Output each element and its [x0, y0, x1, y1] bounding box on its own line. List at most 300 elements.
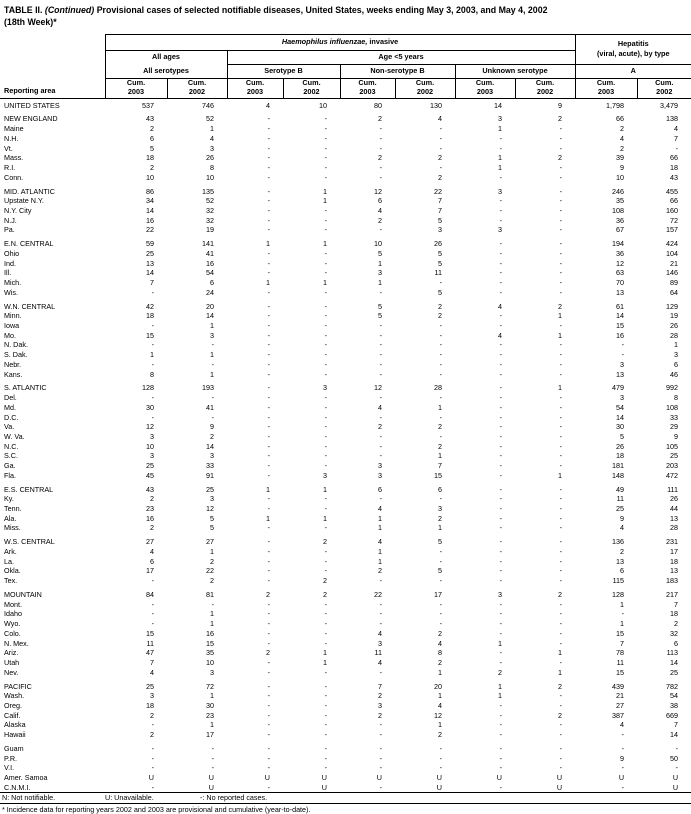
- value-cell: -: [324, 710, 327, 720]
- value-cell: -: [267, 504, 270, 514]
- table-row: [0, 547, 691, 557]
- value-cell: 21: [616, 691, 625, 701]
- value-cell: -: [499, 556, 502, 566]
- value-cell: -: [499, 753, 502, 763]
- value-cell: 3: [620, 393, 625, 403]
- value-cell: -: [499, 287, 502, 297]
- value-cell: -: [499, 239, 502, 249]
- reporting-area-cell: Guam: [4, 743, 24, 753]
- value-cell: -: [499, 383, 502, 393]
- value-cell: -: [267, 383, 270, 393]
- value-cell: 3: [210, 667, 214, 677]
- value-cell: 13: [146, 258, 154, 268]
- value-cell: 3: [674, 350, 679, 360]
- value-cell: -: [267, 494, 270, 504]
- table-title: [4, 5, 691, 28]
- value-cell: 15: [434, 470, 442, 480]
- value-cell: -: [324, 667, 327, 677]
- value-cell: -: [379, 350, 382, 360]
- value-cell: 10: [146, 441, 154, 451]
- value-cell: 5: [378, 248, 382, 258]
- reporting-area-cell: Amer. Samoa: [4, 773, 48, 783]
- cum-2002-header: Cum. 2002: [395, 78, 455, 98]
- value-cell: -: [267, 609, 270, 619]
- value-cell: -: [499, 504, 502, 514]
- value-cell: 2: [378, 566, 382, 576]
- value-cell: 28: [434, 383, 442, 393]
- value-cell: 6: [150, 556, 154, 566]
- value-cell: -: [105, 783, 167, 793]
- value-cell: -: [499, 484, 502, 494]
- all-ages-header: All ages: [105, 51, 227, 65]
- reporting-area-cell: PACIFIC: [4, 681, 32, 691]
- value-cell: 54: [616, 402, 625, 412]
- value-cell: 3: [150, 431, 154, 441]
- value-cell: 15: [146, 330, 154, 340]
- value-cell: 2: [210, 431, 214, 441]
- value-cell: -: [267, 311, 270, 321]
- value-cell: -: [151, 287, 154, 297]
- value-cell: 3: [210, 143, 214, 153]
- value-cell: 3: [498, 114, 502, 124]
- value-cell: 59: [146, 239, 154, 249]
- value-cell: 782: [666, 681, 679, 691]
- value-cell: 64: [670, 287, 679, 297]
- value-cell: -: [267, 730, 270, 740]
- reporting-area-cell: N.Y. City: [4, 205, 32, 215]
- value-cell: 1: [210, 720, 214, 730]
- reporting-area-cell: La.: [4, 556, 14, 566]
- reporting-area-cell: W. Va.: [4, 431, 25, 441]
- value-cell: 21: [670, 258, 679, 268]
- value-cell: 3,479: [660, 100, 679, 110]
- value-cell: 50: [670, 753, 679, 763]
- value-cell: 78: [616, 648, 625, 658]
- value-cell: -: [379, 494, 382, 504]
- value-cell: -: [324, 504, 327, 514]
- reporting-area-cell: Idaho: [4, 609, 22, 619]
- value-cell: 28: [670, 523, 679, 533]
- value-cell: 19: [670, 311, 679, 321]
- value-cell: 4: [150, 667, 154, 677]
- value-cell: -: [340, 783, 395, 793]
- value-cell: 80: [374, 100, 382, 110]
- value-cell: 54: [670, 691, 679, 701]
- value-cell: -: [379, 431, 382, 441]
- value-cell: -: [267, 412, 270, 422]
- value-cell: 10: [319, 100, 327, 110]
- value-cell: 1: [438, 691, 442, 701]
- value-cell: -: [455, 783, 515, 793]
- value-cell: 14: [206, 441, 214, 451]
- value-cell: 2: [558, 301, 563, 311]
- table-row: [0, 691, 691, 701]
- value-cell: 52: [206, 114, 214, 124]
- value-cell: -: [499, 451, 502, 461]
- value-cell: -: [267, 359, 270, 369]
- value-cell: 72: [670, 215, 679, 225]
- value-cell: 61: [616, 301, 625, 311]
- value-cell: -: [559, 700, 563, 710]
- value-cell: -: [324, 628, 327, 638]
- value-cell: 2: [210, 556, 214, 566]
- value-cell: -: [439, 321, 442, 331]
- value-cell: 67: [616, 225, 625, 235]
- value-cell: -: [559, 268, 563, 278]
- reporting-area-cell: Upstate N.Y.: [4, 196, 44, 206]
- value-cell: -: [439, 599, 442, 609]
- value-cell: U: [208, 773, 214, 783]
- reporting-area-cell: Kans.: [4, 369, 23, 379]
- reporting-area-cell: Minn.: [4, 311, 22, 321]
- value-cell: 135: [202, 186, 214, 196]
- value-cell: -: [499, 422, 502, 432]
- value-cell: -: [324, 268, 327, 278]
- value-cell: -: [324, 340, 327, 350]
- value-cell: -: [211, 753, 214, 763]
- value-cell: U: [167, 783, 227, 793]
- reporting-area-cell: Utah: [4, 657, 20, 667]
- value-cell: -: [439, 431, 442, 441]
- value-cell: -: [499, 359, 502, 369]
- value-cell: -: [379, 124, 382, 134]
- value-cell: U: [321, 773, 327, 783]
- value-cell: 12: [434, 710, 442, 720]
- value-cell: 16: [206, 258, 214, 268]
- value-cell: -: [379, 287, 382, 297]
- value-cell: 15: [616, 667, 625, 677]
- value-cell: 11: [146, 638, 154, 648]
- value-cell: 9: [210, 422, 214, 432]
- value-cell: -: [559, 609, 563, 619]
- value-cell: 2: [323, 590, 327, 600]
- value-cell: -: [559, 657, 563, 667]
- value-cell: -: [267, 700, 270, 710]
- table-row: [0, 311, 691, 321]
- value-cell: -: [499, 172, 502, 182]
- value-cell: -: [151, 743, 154, 753]
- table-row: [0, 321, 691, 331]
- value-cell: -: [439, 556, 442, 566]
- value-cell: 231: [666, 537, 679, 547]
- value-cell: 13: [616, 287, 625, 297]
- value-cell: 18: [670, 609, 679, 619]
- value-cell: -: [324, 609, 327, 619]
- table-row: [0, 566, 691, 576]
- value-cell: 246: [612, 186, 625, 196]
- table-row: [0, 600, 691, 610]
- value-cell: 1: [210, 691, 214, 701]
- value-cell: -: [267, 431, 270, 441]
- value-cell: -: [499, 513, 502, 523]
- value-cell: 35: [206, 648, 214, 658]
- value-cell: 4: [378, 402, 382, 412]
- value-cell: -: [499, 340, 502, 350]
- reporting-area-cell: Mont.: [4, 599, 22, 609]
- value-cell: -: [379, 369, 382, 379]
- table-row: [0, 442, 691, 452]
- value-cell: -: [559, 461, 563, 471]
- value-cell: 7: [674, 133, 679, 143]
- value-cell: U: [637, 783, 691, 793]
- value-cell: 2: [438, 422, 442, 432]
- table-row: [0, 206, 691, 216]
- value-cell: -: [379, 763, 382, 773]
- value-cell: 1: [438, 667, 442, 677]
- value-cell: 12: [616, 258, 625, 268]
- value-cell: 7: [150, 657, 154, 667]
- value-cell: -: [559, 537, 563, 547]
- value-cell: 7: [674, 599, 679, 609]
- value-cell: 5: [210, 523, 214, 533]
- value-cell: 25: [146, 248, 154, 258]
- value-cell: 6: [378, 484, 382, 494]
- value-cell: -: [379, 143, 382, 153]
- value-cell: -: [499, 470, 502, 480]
- value-cell: 2: [150, 523, 154, 533]
- value-cell: -: [324, 753, 327, 763]
- value-cell: 14: [146, 268, 154, 278]
- value-cell: 84: [146, 590, 154, 600]
- value-cell: -: [379, 172, 382, 182]
- value-cell: 54: [206, 268, 214, 278]
- value-cell: 1: [210, 369, 214, 379]
- value-cell: -: [267, 470, 270, 480]
- cum-2002-header: Cum. 2002: [283, 78, 340, 98]
- value-cell: 42: [146, 301, 154, 311]
- value-cell: 2: [438, 301, 442, 311]
- table-row: [0, 648, 691, 658]
- value-cell: -: [379, 412, 382, 422]
- table-row: [0, 451, 691, 461]
- value-cell: -: [559, 124, 563, 134]
- value-cell: 1: [323, 513, 327, 523]
- value-cell: 8: [210, 162, 214, 172]
- value-cell: -: [559, 143, 563, 153]
- cum-2002-header: Cum. 2002: [515, 78, 575, 98]
- value-cell: -: [499, 619, 502, 629]
- value-cell: 66: [670, 153, 679, 163]
- value-cell: -: [559, 763, 563, 773]
- value-cell: 2: [438, 311, 442, 321]
- value-cell: -: [151, 720, 154, 730]
- value-cell: 5: [438, 287, 442, 297]
- value-cell: -: [324, 402, 327, 412]
- table-row: [0, 422, 691, 432]
- value-cell: -: [267, 143, 270, 153]
- value-cell: -: [227, 783, 283, 793]
- value-cell: 128: [142, 383, 154, 393]
- value-cell: 30: [206, 700, 214, 710]
- value-cell: -: [559, 258, 563, 268]
- value-cell: 30: [616, 422, 625, 432]
- value-cell: -: [559, 441, 563, 451]
- value-cell: -: [267, 628, 270, 638]
- value-cell: 2: [378, 153, 382, 163]
- value-cell: 1: [210, 609, 214, 619]
- value-cell: 15: [616, 321, 625, 331]
- table-title-line2: (18th Week)*: [4, 16, 57, 27]
- non-serotype-b-header: Non-serotype B: [340, 64, 455, 78]
- reporting-area-cell: S. ATLANTIC: [4, 383, 47, 393]
- value-cell: -: [559, 730, 563, 740]
- value-cell: 146: [666, 268, 679, 278]
- value-cell: -: [559, 504, 563, 514]
- value-cell: -: [559, 350, 563, 360]
- value-cell: 8: [438, 648, 442, 658]
- reporting-area-cell: N.J.: [4, 215, 17, 225]
- value-cell: -: [151, 599, 154, 609]
- value-cell: 1: [438, 720, 442, 730]
- value-cell: 39: [616, 153, 625, 163]
- value-cell: 43: [670, 172, 679, 182]
- value-cell: 7: [438, 196, 442, 206]
- value-cell: 113: [666, 648, 679, 658]
- value-cell: -: [439, 412, 442, 422]
- table-row: [0, 153, 691, 163]
- value-cell: -: [559, 451, 563, 461]
- value-cell: U: [395, 783, 455, 793]
- value-cell: 1: [438, 402, 442, 412]
- value-cell: -: [267, 753, 270, 763]
- value-cell: -: [324, 720, 327, 730]
- reporting-area-cell: S.C.: [4, 451, 18, 461]
- reporting-area-cell: Conn.: [4, 172, 24, 182]
- value-cell: 22: [146, 225, 154, 235]
- cum-2003-header: Cum. 2003: [455, 78, 515, 98]
- value-cell: -: [267, 556, 270, 566]
- value-cell: -: [324, 124, 327, 134]
- reporting-area-cell: N.C.: [4, 441, 19, 451]
- value-cell: 12: [374, 383, 382, 393]
- value-cell: 479: [612, 383, 625, 393]
- table-row: [0, 701, 691, 711]
- value-cell: -: [439, 753, 442, 763]
- value-cell: 129: [666, 301, 679, 311]
- value-cell: 3: [150, 691, 154, 701]
- value-cell: -: [324, 730, 327, 740]
- value-cell: -: [559, 172, 563, 182]
- value-cell: -: [324, 523, 327, 533]
- value-cell: -: [324, 494, 327, 504]
- hepatitis-header: Hepatitis (viral, acute), by type: [575, 35, 691, 65]
- value-cell: -: [559, 133, 563, 143]
- table-row: [0, 711, 691, 721]
- value-cell: 2: [498, 667, 502, 677]
- value-cell: -: [499, 402, 502, 412]
- value-cell: -: [324, 215, 327, 225]
- value-cell: 14: [494, 100, 502, 110]
- reporting-area-cell: Ga.: [4, 461, 16, 471]
- cum-2002-header: Cum. 2002: [637, 78, 691, 98]
- value-cell: 33: [206, 461, 214, 471]
- value-cell: 2: [620, 143, 625, 153]
- value-cell: 669: [666, 710, 679, 720]
- value-cell: -: [439, 162, 442, 172]
- value-cell: 5: [620, 431, 625, 441]
- value-cell: -: [267, 133, 270, 143]
- value-cell: 66: [670, 196, 679, 206]
- reporting-area-cell: Calif.: [4, 710, 21, 720]
- value-cell: 4: [378, 657, 382, 667]
- value-cell: 4: [210, 133, 214, 143]
- reporting-area-cell: Miss.: [4, 523, 21, 533]
- value-cell: -: [379, 576, 382, 586]
- value-cell: -: [499, 730, 502, 740]
- value-cell: -: [267, 330, 270, 340]
- value-cell: 5: [438, 258, 442, 268]
- value-cell: -: [267, 162, 270, 172]
- value-cell: 86: [146, 186, 154, 196]
- value-cell: -: [379, 340, 382, 350]
- reporting-area-cell: Ill.: [4, 268, 12, 278]
- value-cell: -: [324, 431, 327, 441]
- value-cell: 2: [620, 547, 625, 557]
- value-cell: 141: [202, 239, 214, 249]
- value-cell: 1: [323, 657, 327, 667]
- value-cell: 1: [498, 638, 502, 648]
- table-row: [0, 763, 691, 773]
- value-cell: -: [499, 710, 502, 720]
- reporting-area-cell: Colo.: [4, 628, 21, 638]
- value-cell: 1: [498, 681, 502, 691]
- table-row: [0, 682, 691, 692]
- value-cell: 41: [206, 248, 214, 258]
- value-cell: 66: [616, 114, 625, 124]
- value-cell: 1: [674, 340, 679, 350]
- value-cell: -: [267, 172, 270, 182]
- serotype-b-header: Serotype B: [227, 64, 340, 78]
- title-rest: Provisional cases of selected notifiable diseases, United States, weeks ending May 3, 2003, and May 4, 2002: [94, 5, 548, 15]
- reporting-area-cell: Mich.: [4, 278, 22, 288]
- table-row: [0, 629, 691, 639]
- value-cell: -: [499, 523, 502, 533]
- value-cell: 115: [612, 576, 625, 586]
- value-cell: -: [499, 441, 502, 451]
- value-cell: -: [324, 393, 327, 403]
- value-cell: -: [559, 162, 563, 172]
- value-cell: -: [324, 556, 327, 566]
- value-cell: 1: [210, 321, 214, 331]
- value-cell: 17: [206, 730, 214, 740]
- value-cell: 22: [206, 566, 214, 576]
- value-cell: -: [439, 494, 442, 504]
- table-row: [0, 370, 691, 380]
- value-cell: -: [324, 359, 327, 369]
- value-cell: -: [324, 350, 327, 360]
- value-cell: 439: [612, 681, 625, 691]
- value-cell: -: [559, 225, 563, 235]
- reporting-area-cell: Nebr.: [4, 359, 22, 369]
- value-cell: 2: [150, 710, 154, 720]
- value-cell: 36: [616, 248, 625, 258]
- value-cell: 1: [378, 523, 382, 533]
- cum-2003-header: Cum. 2003: [340, 78, 395, 98]
- value-cell: 47: [146, 648, 154, 658]
- value-cell: 63: [616, 268, 625, 278]
- value-cell: -: [267, 340, 270, 350]
- value-cell: 32: [206, 215, 214, 225]
- value-cell: 2: [674, 619, 679, 629]
- value-cell: -: [324, 172, 327, 182]
- value-cell: 1: [558, 667, 563, 677]
- value-cell: 6: [674, 638, 679, 648]
- value-cell: 32: [670, 628, 679, 638]
- value-cell: -: [439, 359, 442, 369]
- value-cell: 91: [206, 470, 214, 480]
- value-cell: 7: [674, 720, 679, 730]
- reporting-area-cell: Ariz.: [4, 648, 19, 658]
